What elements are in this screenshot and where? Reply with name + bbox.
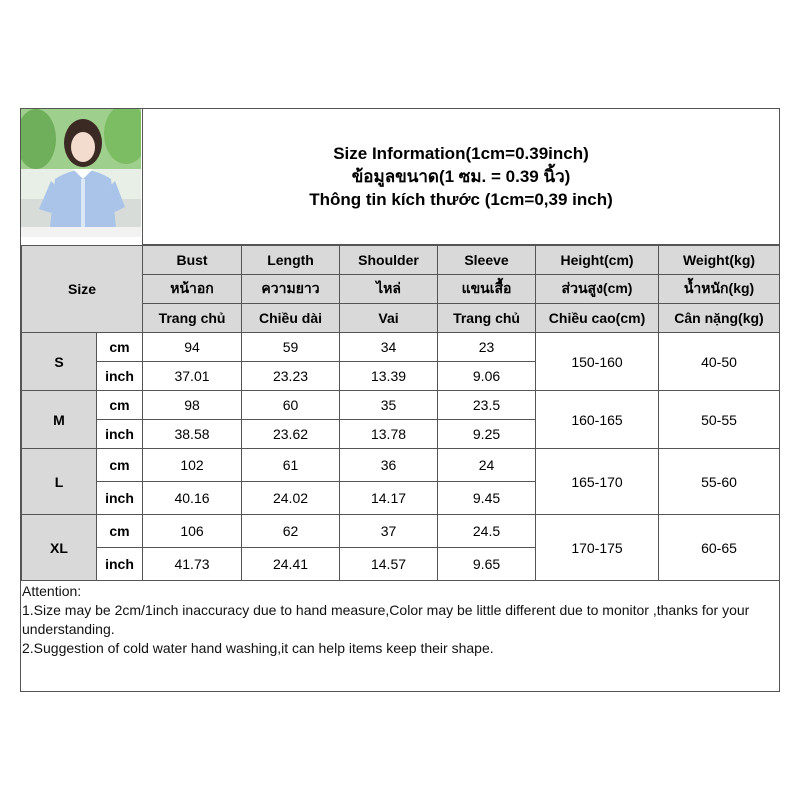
cell-length: 24.41 [242,548,340,581]
unit-cm: cm [97,391,143,420]
cell-bust: 41.73 [143,548,242,581]
cell-sleeve: 9.65 [438,548,536,581]
col-shoulder-vi: Vai [340,304,438,333]
unit-cm: cm [97,515,143,548]
cell-length: 61 [242,449,340,482]
col-bust-vi: Trang chủ [143,304,242,333]
cell-weight: 40-50 [659,333,780,391]
notes-heading: Attention: [22,583,82,599]
size-information-header [142,109,779,245]
table-row-l-cm [22,449,780,482]
cell-sleeve: 9.25 [438,420,536,449]
cell-weight: 60-65 [659,515,780,581]
cell-length: 23.62 [242,420,340,449]
attention-notes [22,582,778,658]
cell-weight: 55-60 [659,449,780,515]
unit-inch: inch [97,420,143,449]
header-row-english [22,246,780,275]
cell-sleeve: 24 [438,449,536,482]
cell-shoulder: 34 [340,333,438,362]
cell-bust: 40.16 [143,482,242,515]
table-row-m-cm [22,391,780,420]
cell-shoulder: 13.78 [340,420,438,449]
unit-cm: cm [97,449,143,482]
cell-length: 23.23 [242,362,340,391]
cell-sleeve: 24.5 [438,515,536,548]
cell-sleeve: 23 [438,333,536,362]
cell-bust: 38.58 [143,420,242,449]
col-shoulder-th: ไหล่ [340,275,438,304]
cell-bust: 102 [143,449,242,482]
title-thai: ข้อมูลขนาด(1 ซม. = 0.39 นิ้ว) [351,167,571,186]
cell-height: 165-170 [536,449,659,515]
cell-sleeve: 9.06 [438,362,536,391]
title-vietnamese: Thông tin kích thước (1cm=0,39 inch) [309,190,613,209]
cell-bust: 37.01 [143,362,242,391]
col-length-th: ความยาว [242,275,340,304]
cell-shoulder: 14.17 [340,482,438,515]
col-height-en: Height(cm) [536,246,659,275]
size-label-s: S [22,333,97,391]
col-sleeve-th: แขนเสื้อ [438,275,536,304]
model-photo [21,109,141,237]
size-label-m: M [22,391,97,449]
cell-length: 59 [242,333,340,362]
cell-shoulder: 13.39 [340,362,438,391]
col-height-th: ส่วนสูง(cm) [536,275,659,304]
unit-inch: inch [97,548,143,581]
table-row-xl-cm [22,515,780,548]
table-row-s-cm [22,333,780,362]
title-english: Size Information(1cm=0.39inch) [333,144,589,163]
cell-bust: 98 [143,391,242,420]
col-sleeve-vi: Trang chủ [438,304,536,333]
col-length-vi: Chiều dài [242,304,340,333]
note-2: 2.Suggestion of cold water hand washing,it can help items keep their shape. [22,640,494,656]
cell-bust: 106 [143,515,242,548]
cell-weight: 50-55 [659,391,780,449]
cell-shoulder: 35 [340,391,438,420]
col-sleeve-en: Sleeve [438,246,536,275]
cell-length: 60 [242,391,340,420]
model-photo-image [21,109,141,237]
cell-height: 150-160 [536,333,659,391]
col-bust-th: หน้าอก [143,275,242,304]
col-bust-en: Bust [143,246,242,275]
cell-shoulder: 14.57 [340,548,438,581]
col-height-vi: Chiều cao(cm) [536,304,659,333]
cell-length: 62 [242,515,340,548]
col-length-en: Length [242,246,340,275]
col-shoulder-en: Shoulder [340,246,438,275]
size-table [21,245,780,581]
unit-inch: inch [97,362,143,391]
col-weight-en: Weight(kg) [659,246,780,275]
cell-bust: 94 [143,333,242,362]
cell-height: 170-175 [536,515,659,581]
size-label-l: L [22,449,97,515]
cell-sleeve: 23.5 [438,391,536,420]
cell-height: 160-165 [536,391,659,449]
cell-shoulder: 37 [340,515,438,548]
col-weight-th: น้ำหนัก(kg) [659,275,780,304]
unit-inch: inch [97,482,143,515]
cell-sleeve: 9.45 [438,482,536,515]
col-weight-vi: Cân nặng(kg) [659,304,780,333]
unit-cm: cm [97,333,143,362]
cell-shoulder: 36 [340,449,438,482]
size-label-xl: XL [22,515,97,581]
size-column-header: Size [22,246,143,333]
note-1: 1.Size may be 2cm/1inch inaccuracy due to hand measure,Color may be little different due to monitor ,thanks for your understanding. [22,602,750,637]
cell-length: 24.02 [242,482,340,515]
